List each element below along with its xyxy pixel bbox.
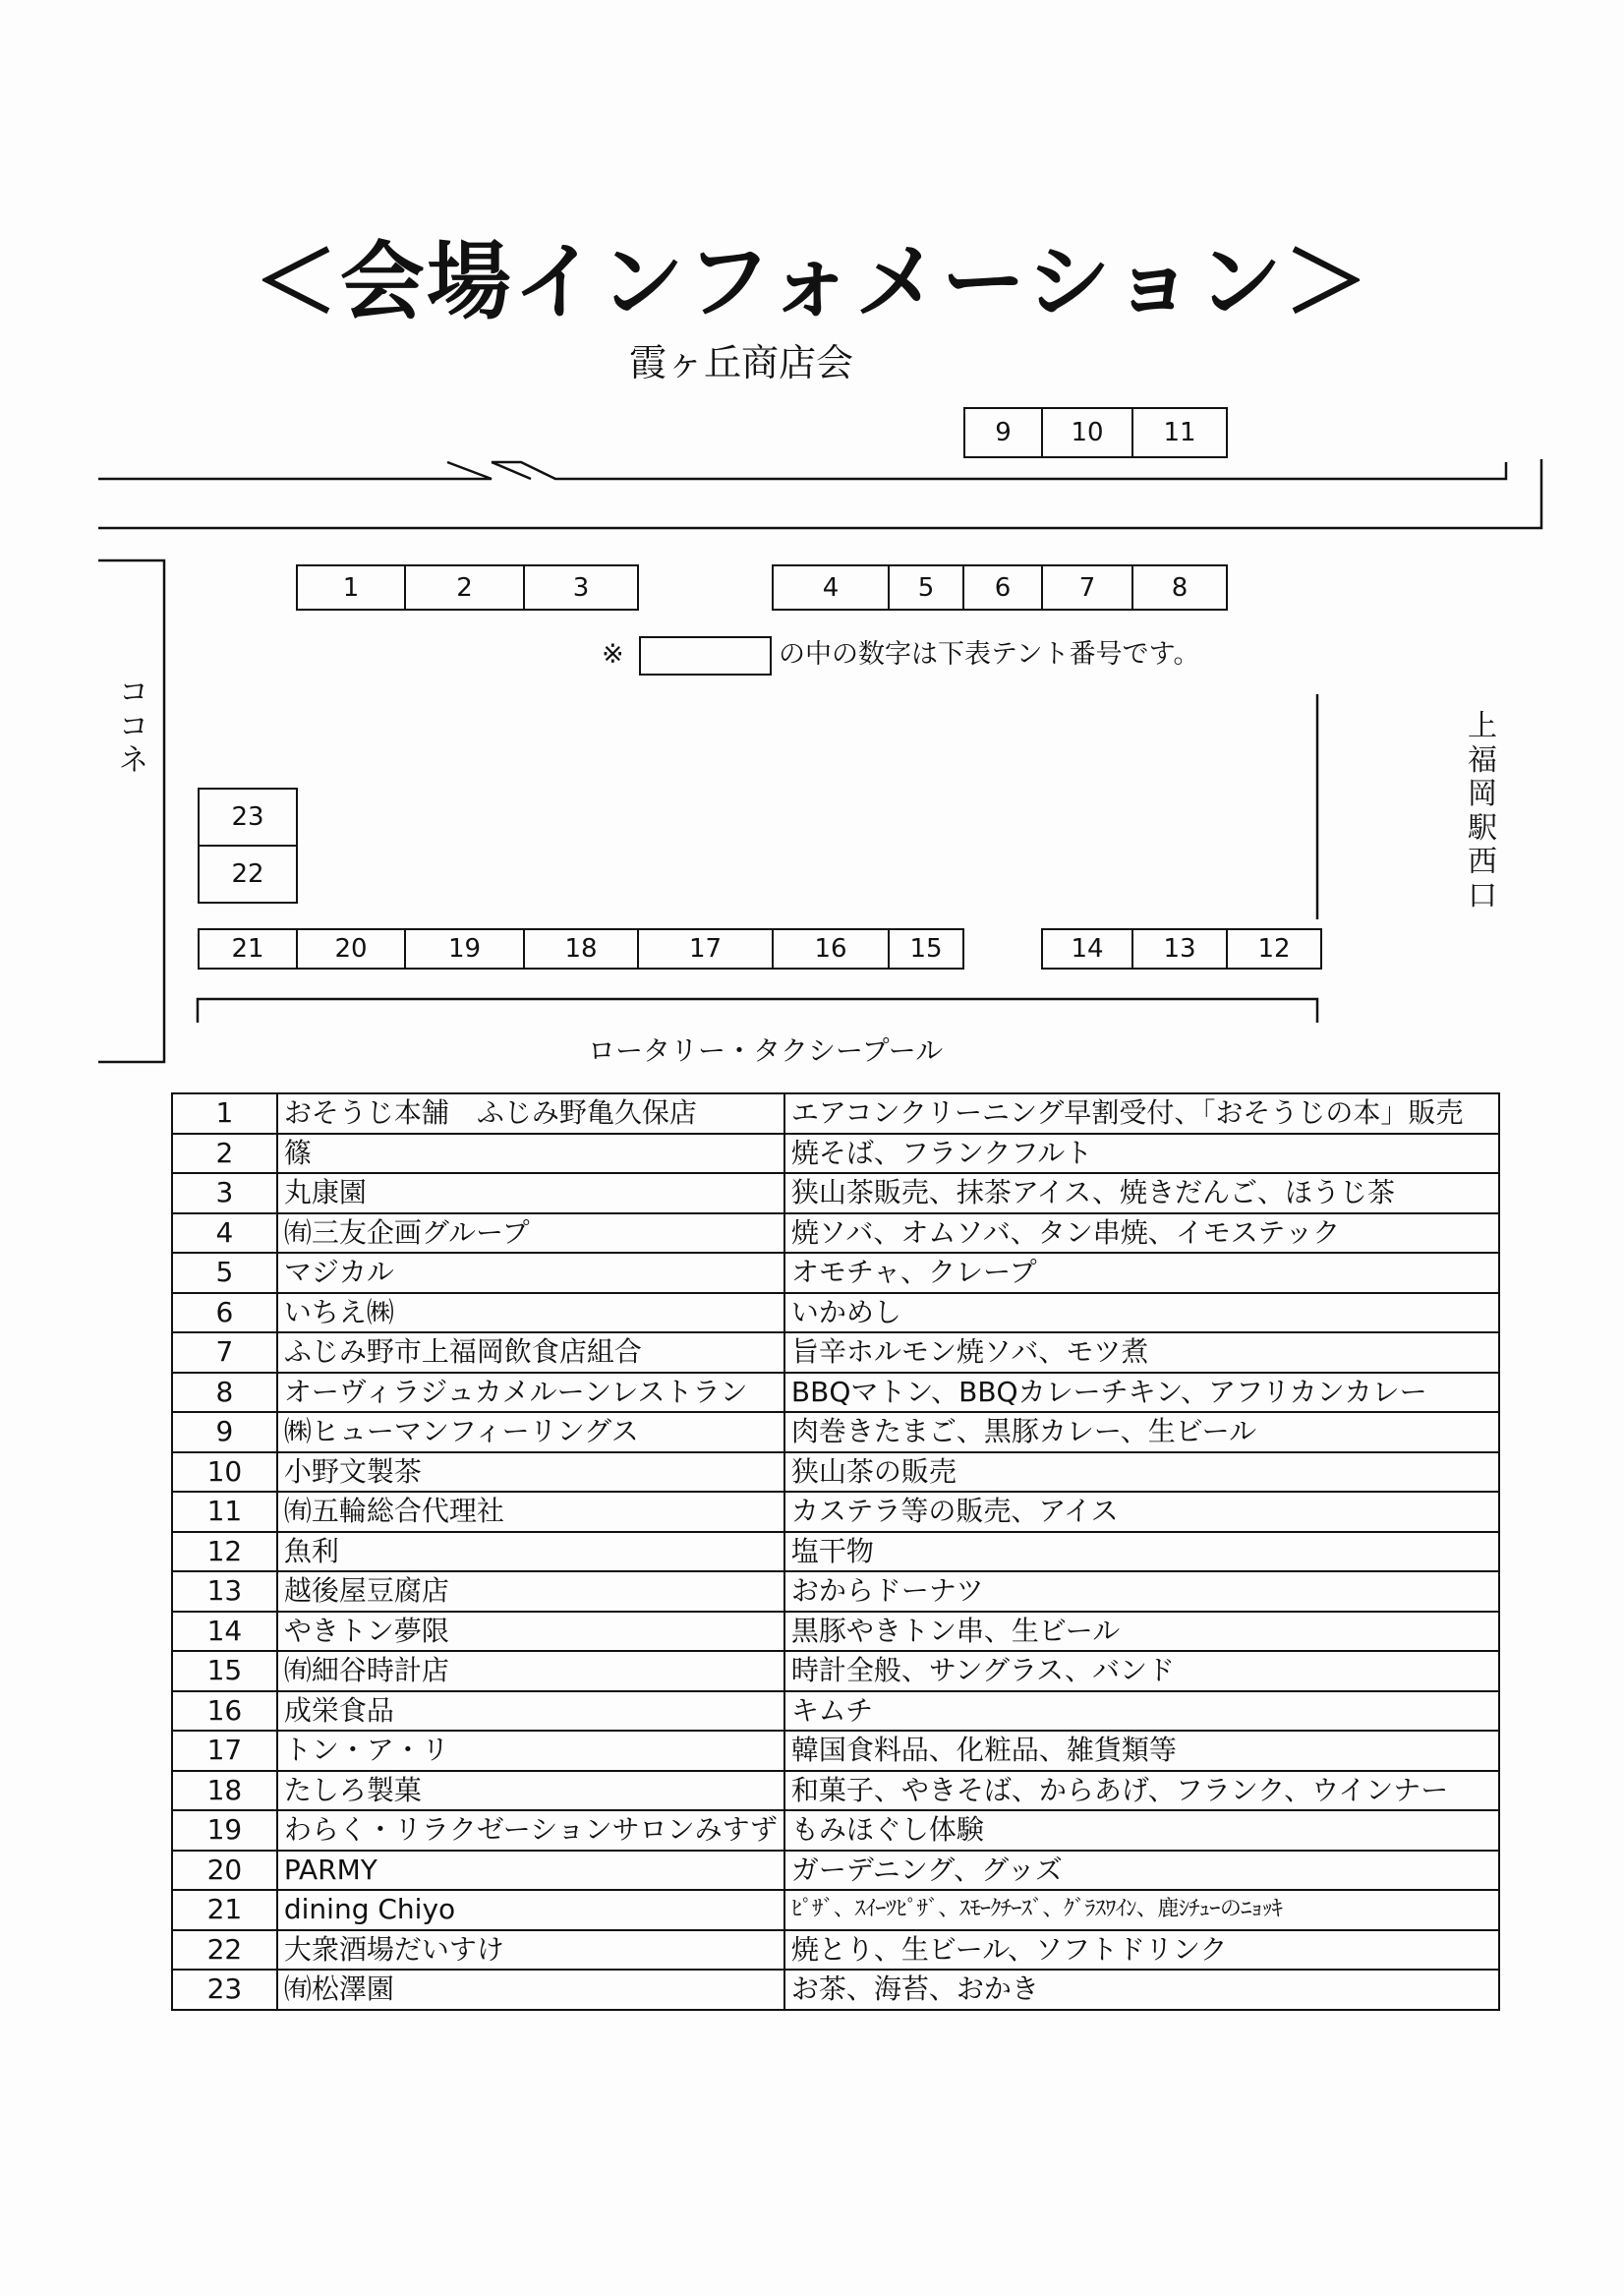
table-row <box>172 1213 1499 1254</box>
tenant-items: お茶、海苔、おかき <box>784 1970 1499 2010</box>
page-subtitle: 霞ヶ丘商店会 <box>629 341 854 384</box>
tenant-items: オモチャ、クレープ <box>784 1253 1499 1293</box>
tent-number: 9 <box>172 1412 277 1452</box>
tent-number: 1 <box>172 1093 277 1134</box>
booth-23: 23 <box>198 788 298 847</box>
tenant-items: 焼ソバ、オムソバ、タン串焼、イモステック <box>784 1213 1499 1254</box>
tenant-name: わらく・リラクゼーションサロンみすず <box>277 1810 784 1851</box>
tent-number: 11 <box>172 1492 277 1532</box>
tent-number: 22 <box>172 1930 277 1971</box>
tenant-name: オーヴィラジュカメルーンレストラン <box>277 1373 784 1413</box>
table-row <box>172 1930 1499 1971</box>
road-left-line <box>98 560 164 1062</box>
tent-number: 19 <box>172 1810 277 1851</box>
tent-number: 20 <box>172 1851 277 1891</box>
tent-number: 5 <box>172 1253 277 1293</box>
road-top-lower-line <box>98 459 1541 528</box>
booth-22: 22 <box>198 845 298 904</box>
booth-4: 4 <box>772 564 890 611</box>
right-area-label: 上 福 岡 駅 西 口 <box>1468 709 1497 913</box>
table-row <box>172 1532 1499 1572</box>
tenant-items: エアコンクリーニング早割受付、「おそうじの本」販売 <box>784 1093 1499 1134</box>
tent-number: 12 <box>172 1532 277 1572</box>
table-row <box>172 1731 1499 1771</box>
table-row <box>172 1651 1499 1691</box>
booth-8: 8 <box>1131 564 1228 611</box>
tenant-name: ㈲五輪総合代理社 <box>277 1492 784 1532</box>
tenant-name: ㈲細谷時計店 <box>277 1651 784 1691</box>
tent-number: 15 <box>172 1651 277 1691</box>
booth-7: 7 <box>1041 564 1133 611</box>
booth-2: 2 <box>404 564 525 611</box>
tenant-items: 焼そば、フランクフルト <box>784 1134 1499 1174</box>
booth-10: 10 <box>1041 407 1133 458</box>
tenant-items: BBQマトン、BBQカレーチキン、アフリカンカレー <box>784 1373 1499 1413</box>
tenant-name: 大衆酒場だいすけ <box>277 1930 784 1971</box>
tenant-table <box>171 1092 1500 2011</box>
tenant-items: おからドーナツ <box>784 1571 1499 1612</box>
booth-6: 6 <box>962 564 1043 611</box>
booth-3: 3 <box>523 564 639 611</box>
tent-number: 10 <box>172 1452 277 1493</box>
tenant-name: トン・ア・リ <box>277 1731 784 1771</box>
tenant-name: やきトン夢限 <box>277 1612 784 1652</box>
tenant-items: 韓国食料品、化粧品、雑貨類等 <box>784 1731 1499 1771</box>
venue-map <box>0 0 1624 1091</box>
booth-15: 15 <box>888 928 964 970</box>
table-row <box>172 1373 1499 1413</box>
table-row <box>172 1612 1499 1652</box>
page-title: ＜会場インフォメーション＞ <box>253 233 1371 331</box>
tenant-name: ㈲松澤園 <box>277 1970 784 2010</box>
table-row <box>172 1771 1499 1811</box>
tenant-name: 越後屋豆腐店 <box>277 1571 784 1612</box>
tenant-items: 黒豚やきトン串、生ビール <box>784 1612 1499 1652</box>
table-row <box>172 1093 1499 1134</box>
left-area-label: コ コ ネ <box>119 676 148 778</box>
tent-number: 21 <box>172 1890 277 1930</box>
tenant-name: 篠 <box>277 1134 784 1174</box>
tent-number: 6 <box>172 1293 277 1333</box>
table-row <box>172 1452 1499 1493</box>
table-row <box>172 1970 1499 2010</box>
tent-number: 2 <box>172 1134 277 1174</box>
tenant-items: 肉巻きたまご、黒豚カレー、生ビール <box>784 1412 1499 1452</box>
tent-number: 17 <box>172 1731 277 1771</box>
road-top-line-3 <box>492 462 1506 479</box>
booth-13: 13 <box>1131 928 1228 970</box>
table-row <box>172 1332 1499 1373</box>
tenant-name: おそうじ本舗 ふじみ野亀久保店 <box>277 1093 784 1134</box>
tenant-items: ﾋﾟｻﾞ、ｽｲｰﾂﾋﾟｻﾞ、ｽﾓｰｸﾁｰｽﾞ、ｸﾞﾗｽﾜｲﾝ、鹿ｼﾁｭｰのﾆｮｯｷ <box>784 1890 1499 1930</box>
tenant-name: PARMY <box>277 1851 784 1891</box>
tenant-items: 焼とり、生ビール、ソフトドリンク <box>784 1930 1499 1971</box>
tenant-items: 旨辛ホルモン焼ソバ、モツ煮 <box>784 1332 1499 1373</box>
table-row <box>172 1134 1499 1174</box>
table-row <box>172 1810 1499 1851</box>
note-sample-box <box>639 636 772 676</box>
booth-12: 12 <box>1226 928 1322 970</box>
booth-9: 9 <box>963 407 1043 458</box>
tenant-name: ㈲三友企画グループ <box>277 1213 784 1254</box>
road-top-line <box>98 462 492 479</box>
table-row <box>172 1851 1499 1891</box>
booth-18: 18 <box>523 928 639 970</box>
table-row <box>172 1492 1499 1532</box>
tenant-items: 時計全般、サングラス、バンド <box>784 1651 1499 1691</box>
booth-17: 17 <box>637 928 774 970</box>
tenant-name: いちえ㈱ <box>277 1293 784 1333</box>
tenant-items: カステラ等の販売、アイス <box>784 1492 1499 1532</box>
booth-19: 19 <box>404 928 525 970</box>
tent-number: 7 <box>172 1332 277 1373</box>
booth-21: 21 <box>198 928 298 970</box>
tent-number: 18 <box>172 1771 277 1811</box>
tenant-name: 丸康園 <box>277 1173 784 1213</box>
tenant-items: 和菓子、やきそば、からあげ、フランク、ウインナー <box>784 1771 1499 1811</box>
table-row <box>172 1691 1499 1732</box>
tent-number: 14 <box>172 1612 277 1652</box>
table-row <box>172 1890 1499 1930</box>
table-row <box>172 1293 1499 1333</box>
map-note: の中の数字は下表テント番号です。 <box>779 639 1200 670</box>
tenant-items: キムチ <box>784 1691 1499 1732</box>
table-row <box>172 1571 1499 1612</box>
booth-11: 11 <box>1131 407 1228 458</box>
tenant-name: マジカル <box>277 1253 784 1293</box>
bottom-area-label: ロータリー・タクシープール <box>588 1034 944 1067</box>
tent-number: 13 <box>172 1571 277 1612</box>
tenant-name: 魚利 <box>277 1532 784 1572</box>
tenant-items: 狭山茶の販売 <box>784 1452 1499 1493</box>
booth-5: 5 <box>888 564 964 611</box>
booth-1: 1 <box>296 564 406 611</box>
tent-number: 3 <box>172 1173 277 1213</box>
tenant-items: いかめし <box>784 1293 1499 1333</box>
tenant-items: 狭山茶販売、抹茶アイス、焼きだんご、ほうじ茶 <box>784 1173 1499 1213</box>
tent-number: 16 <box>172 1691 277 1732</box>
tenant-name: 成栄食品 <box>277 1691 784 1732</box>
tent-number: 8 <box>172 1373 277 1413</box>
road-bottom-line <box>198 999 1317 1023</box>
tenant-items: ガーデニング、グッズ <box>784 1851 1499 1891</box>
booth-16: 16 <box>772 928 890 970</box>
tenant-name: ふじみ野市上福岡飲食店組合 <box>277 1332 784 1373</box>
tenant-name: ㈱ヒューマンフィーリングス <box>277 1412 784 1452</box>
table-row <box>172 1173 1499 1213</box>
tenant-name: dining Chiyo <box>277 1890 784 1930</box>
table-row <box>172 1253 1499 1293</box>
tenant-items: 塩干物 <box>784 1532 1499 1572</box>
tent-number: 4 <box>172 1213 277 1254</box>
booth-20: 20 <box>296 928 406 970</box>
tent-number: 23 <box>172 1970 277 2010</box>
tenant-name: たしろ製菓 <box>277 1771 784 1811</box>
map-note-prefix: ※ <box>602 639 624 670</box>
tenant-name: 小野文製茶 <box>277 1452 784 1493</box>
table-row <box>172 1412 1499 1452</box>
booth-14: 14 <box>1041 928 1133 970</box>
tenant-items: もみほぐし体験 <box>784 1810 1499 1851</box>
